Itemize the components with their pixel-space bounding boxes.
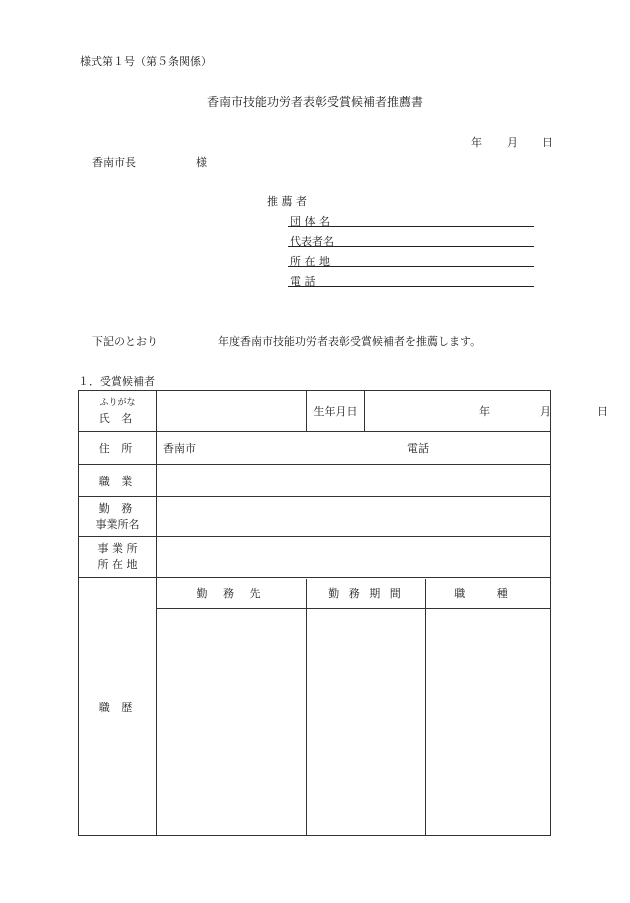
addressee-name: 香南市長 [92, 156, 136, 169]
career-header-period: 勤 務 期 間 [328, 586, 404, 600]
recommender-org-label: 団 体 名 [290, 215, 330, 228]
workplace-label-cell [79, 497, 157, 537]
row-name [79, 391, 551, 432]
name-label-cell [79, 391, 157, 432]
career-job-type-field[interactable] [426, 609, 550, 835]
office-address-label-line1: 事 業 所 [97, 542, 138, 555]
recommender-address-label: 所 在 地 [290, 255, 330, 268]
row-occupation [79, 465, 551, 497]
statement-body: 年度香南市技能功労者表彰受賞候補者を推薦します。 [218, 335, 482, 348]
birthdate-label: 生年月日 [307, 391, 365, 432]
workplace-label-line2: 事業所名 [95, 517, 140, 531]
office-address-label-cell [79, 537, 157, 578]
birth-month-label: 月 [540, 405, 551, 418]
office-address-field[interactable] [157, 537, 551, 578]
name-label: 氏 名 [98, 412, 137, 425]
address-city: 香南市 [163, 442, 196, 455]
recommender-heading: 推 薦 者 [267, 195, 307, 208]
addressee-honorific: 様 [196, 156, 207, 169]
date-day: 日 [542, 136, 553, 149]
form-number: 様式第１号（第５条関係） [80, 55, 212, 68]
recommender-rep-label: 代表者名 [290, 235, 334, 248]
occupation-field[interactable] [157, 465, 551, 497]
career-employer-field[interactable] [157, 609, 306, 835]
career-history-cell [157, 578, 551, 836]
row-address [79, 432, 551, 465]
row-office-address [79, 537, 551, 578]
workplace-field[interactable] [157, 497, 551, 537]
date-month: 月 [507, 136, 518, 149]
row-career [79, 578, 551, 836]
office-address-label-line2: 所 在 地 [97, 558, 138, 571]
furigana-label: ふりがな [99, 398, 136, 408]
statement-prefix: 下記のとおり [92, 335, 158, 348]
address-phone-label: 電話 [407, 442, 429, 455]
date-year: 年 [471, 136, 482, 149]
address-label: 住 所 [79, 432, 157, 465]
recommender-rep-field[interactable] [288, 246, 534, 247]
birthdate-field[interactable] [365, 391, 608, 432]
career-header-employer: 勤 務 先 [196, 586, 267, 600]
career-label: 職 歴 [79, 578, 157, 836]
address-field[interactable] [157, 432, 551, 465]
birth-year-label: 年 [479, 405, 490, 418]
recommender-phone-field[interactable] [288, 286, 534, 287]
recommender-org-field[interactable] [288, 226, 534, 227]
career-header-job-type: 職 種 [454, 586, 522, 600]
recommender-address-field[interactable] [288, 266, 534, 267]
recommender-phone-label: 電 話 [290, 275, 316, 288]
career-history-grid [157, 579, 550, 835]
document-title: 香南市技能功労者表彰受賞候補者推薦書 [206, 95, 423, 109]
row-workplace [79, 497, 551, 537]
candidate-table [78, 390, 608, 836]
section-heading: １．受賞候補者 [78, 375, 155, 388]
workplace-label-line1: 勤 務 [98, 501, 137, 515]
name-field[interactable] [157, 391, 307, 432]
career-period-field[interactable] [307, 609, 425, 835]
birth-day-label: 日 [597, 405, 608, 418]
occupation-label: 職 業 [79, 465, 157, 497]
